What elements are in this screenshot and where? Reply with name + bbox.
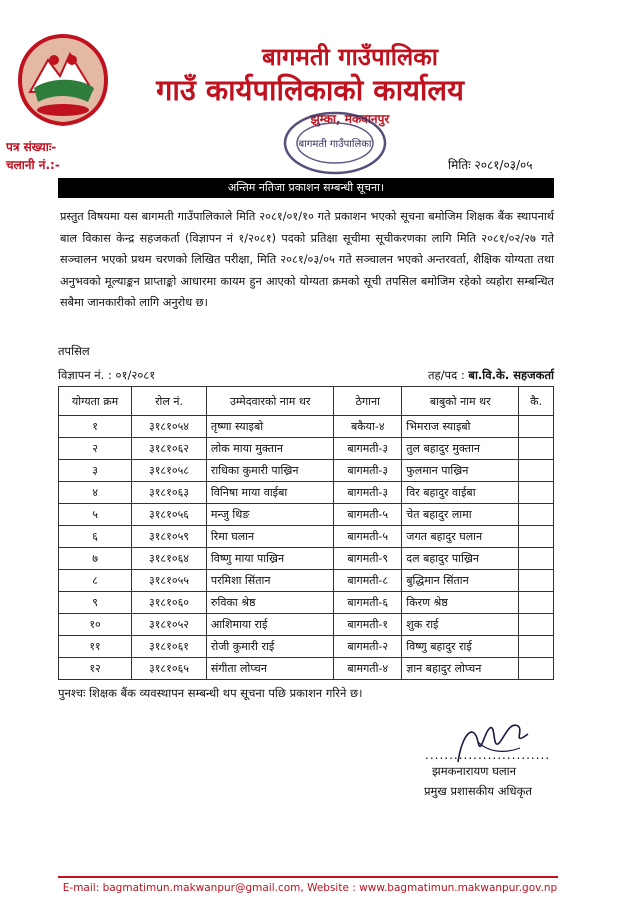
table-cell: ३१८१०६१ bbox=[132, 636, 207, 658]
table-cell: बकैया-४ bbox=[334, 416, 402, 438]
column-header: उम्मेदवारको नाम थर bbox=[206, 387, 333, 416]
table-cell: तृष्णा स्याइबो bbox=[206, 416, 333, 438]
column-header: रोल नं. bbox=[132, 387, 207, 416]
table-cell: रोजी कुमारी राई bbox=[206, 636, 333, 658]
handwritten-signature-icon bbox=[448, 712, 538, 772]
table-row bbox=[59, 460, 554, 482]
table-cell: विर बहादुर वाईबा bbox=[402, 482, 519, 504]
table-cell: परमिशा सिंतान bbox=[206, 570, 333, 592]
table-cell: रिमा घलान bbox=[206, 526, 333, 548]
schedule-label: तपसिल bbox=[58, 344, 90, 358]
table-row bbox=[59, 614, 554, 636]
notice-body: प्रस्तुत विषयमा यस बागमती गाउँपालिकाले मिति २०८१/०१/१० गते प्रकाशन भएको सूचना बमोजिम शिक्षक बैंक स्थापनार्थ बाल विकास केन्द्र सहजकर्ता (विज्ञापन नं १/२०८१) पदको प्रतिक्षा सूचीमा सूचीकरणका लागि मिति २०८१/०२/२७ गते सञ्चालन भएको प्रथम चरणको लिखित परीक्षा, मिति २०८१/०३/०५ गते सञ्चालन भएको अन्तरवर्ता, शैक्षिक योग्यता तथा अनुभवको मूल्याङ्कन प्राप्ताङ्को आधारमा कायम हुन आएको योग्यता क्रमको सूची तपसिल बमोजिम रहेको व्यहोरा सम्बन्धित सबैमा जानकारीको लागि अनुरोध छ। bbox=[60, 210, 554, 309]
table-cell: फुलमान पाख्रिन bbox=[402, 460, 519, 482]
table-cell bbox=[519, 658, 554, 680]
table-cell: दल बहादुर पाख्रिन bbox=[402, 548, 519, 570]
table-cell: ११ bbox=[59, 636, 132, 658]
office-name: गाउँ कार्यपालिकाको कार्यालय bbox=[156, 73, 464, 107]
table-cell: ३१८१०५२ bbox=[132, 614, 207, 636]
table-cell: ८ bbox=[59, 570, 132, 592]
table-cell: ६ bbox=[59, 526, 132, 548]
table-cell: रुविका श्रेष्ठ bbox=[206, 592, 333, 614]
table-row bbox=[59, 570, 554, 592]
table-cell: राधिका कुमारी पाख्रिन bbox=[206, 460, 333, 482]
table-cell: ३१८१०५४ bbox=[132, 416, 207, 438]
table-cell: ३१८१०५६ bbox=[132, 504, 207, 526]
table-cell bbox=[519, 592, 554, 614]
signatory-name: झमकनारायण घलान bbox=[432, 764, 517, 778]
post-value: बा.वि.के. सहजकर्ता bbox=[468, 368, 555, 382]
table-cell: ३१८१०५९ bbox=[132, 526, 207, 548]
table-cell: ३ bbox=[59, 460, 132, 482]
table-cell: ३१८१०६५ bbox=[132, 658, 207, 680]
table-cell: शुक राई bbox=[402, 614, 519, 636]
footer-contact: E-mail: bagmatimun.makwanpur@gmail.com, Website : www.bagmatimun.makwanpur.gov.np bbox=[62, 882, 558, 894]
table-cell bbox=[519, 416, 554, 438]
table-cell: लोक माया मुक्तान bbox=[206, 438, 333, 460]
table-row bbox=[59, 504, 554, 526]
table-cell bbox=[519, 460, 554, 482]
signature-line: .......................... bbox=[425, 748, 551, 762]
column-header: बाबुको नाम थर bbox=[402, 387, 519, 416]
table-cell bbox=[519, 570, 554, 592]
table-cell: ३१८१०६३ bbox=[132, 482, 207, 504]
table-cell: संगीता लोप्चन bbox=[206, 658, 333, 680]
table-cell: विनिषा माया वाईबा bbox=[206, 482, 333, 504]
table-cell bbox=[519, 548, 554, 570]
table-cell: ३१८१०६० bbox=[132, 592, 207, 614]
table-cell: बागमती-९ bbox=[334, 548, 402, 570]
table-cell: किरण श्रेष्ठ bbox=[402, 592, 519, 614]
table-row bbox=[59, 658, 554, 680]
table-cell: आशिमाया राई bbox=[206, 614, 333, 636]
table-cell: १० bbox=[59, 614, 132, 636]
letter-date: मितिः २०८१/०३/०५ bbox=[448, 158, 533, 172]
office-stamp-icon bbox=[280, 108, 390, 178]
table-cell: ७ bbox=[59, 548, 132, 570]
table-cell: ३१८१०६२ bbox=[132, 438, 207, 460]
column-header: ठेगाना bbox=[334, 387, 402, 416]
footer-divider bbox=[58, 876, 558, 878]
table-cell: ३१८१०५८ bbox=[132, 460, 207, 482]
table-cell: जगत बहादुर घलान bbox=[402, 526, 519, 548]
table-cell bbox=[519, 636, 554, 658]
table-row bbox=[59, 592, 554, 614]
table-cell: २ bbox=[59, 438, 132, 460]
table-cell: ३१८१०५५ bbox=[132, 570, 207, 592]
results-table bbox=[58, 386, 554, 680]
table-cell: ज्ञान बहादुर लोप्चन bbox=[402, 658, 519, 680]
table-cell: बागमती-५ bbox=[334, 504, 402, 526]
svg-text:बागमती गाउँपालिका: बागमती गाउँपालिका bbox=[298, 139, 372, 150]
table-cell bbox=[519, 504, 554, 526]
table-cell: बागमती-३ bbox=[334, 438, 402, 460]
table-cell bbox=[519, 482, 554, 504]
table-cell: बागमती-३ bbox=[334, 460, 402, 482]
nepal-emblem-icon bbox=[8, 30, 118, 128]
table-cell bbox=[519, 614, 554, 636]
table-cell: बागमती-६ bbox=[334, 592, 402, 614]
table-cell: बामगती-४ bbox=[334, 658, 402, 680]
signatory-title: प्रमुख प्रशासकीय अधिकृत bbox=[424, 784, 532, 798]
table-cell: बागमती-२ bbox=[334, 636, 402, 658]
table-cell bbox=[519, 438, 554, 460]
table-cell: तुल बहादुर मुक्तान bbox=[402, 438, 519, 460]
table-cell: ४ bbox=[59, 482, 132, 504]
office-location: झुम्का, मकवानपुर bbox=[310, 112, 390, 126]
table-cell: ३१८१०६४ bbox=[132, 548, 207, 570]
table-cell: बुद्धिमान सिंतान bbox=[402, 570, 519, 592]
municipality-name: बागमती गाउँपालिका bbox=[262, 43, 438, 71]
letter-number-label: पत्र संख्याः- bbox=[6, 140, 57, 154]
table-cell: १२ bbox=[59, 658, 132, 680]
table-cell: चेत बहादुर लामा bbox=[402, 504, 519, 526]
table-cell bbox=[519, 526, 554, 548]
table-cell: ५ bbox=[59, 504, 132, 526]
table-row bbox=[59, 482, 554, 504]
advertisement-number: विज्ञापन नं. : ०१/२०८१ bbox=[58, 368, 156, 382]
notice-title: अन्तिम नतिजा प्रकाशन सम्बन्धी सूचना। bbox=[58, 178, 554, 198]
table-row bbox=[59, 438, 554, 460]
table-cell: बागमती-८ bbox=[334, 570, 402, 592]
postscript-note: पुनश्चः शिक्षक बैंक व्यवस्थापन सम्बन्धी थप सूचना पछि प्रकाशन गरिने छ। bbox=[58, 686, 363, 700]
table-row bbox=[59, 548, 554, 570]
post-label: तह/पद : bbox=[428, 368, 465, 382]
table-cell: विष्णु माया पाख्रिन bbox=[206, 548, 333, 570]
column-header: कै. bbox=[519, 387, 554, 416]
table-cell: बागमती-१ bbox=[334, 614, 402, 636]
table-cell: ९ bbox=[59, 592, 132, 614]
table-cell: विष्णु बहादुर राई bbox=[402, 636, 519, 658]
table-row bbox=[59, 416, 554, 438]
column-header: योग्यता क्रम bbox=[59, 387, 132, 416]
table-row bbox=[59, 526, 554, 548]
table-cell: मन्जु थिङ bbox=[206, 504, 333, 526]
table-cell: बागमती-५ bbox=[334, 526, 402, 548]
table-row bbox=[59, 636, 554, 658]
table-cell: भिमराज स्याइबो bbox=[402, 416, 519, 438]
dispatch-number-label: चलानी नं.:- bbox=[6, 158, 60, 172]
table-header-row bbox=[59, 387, 554, 416]
post-info bbox=[428, 368, 554, 383]
table-cell: १ bbox=[59, 416, 132, 438]
table-cell: बागमती-३ bbox=[334, 482, 402, 504]
